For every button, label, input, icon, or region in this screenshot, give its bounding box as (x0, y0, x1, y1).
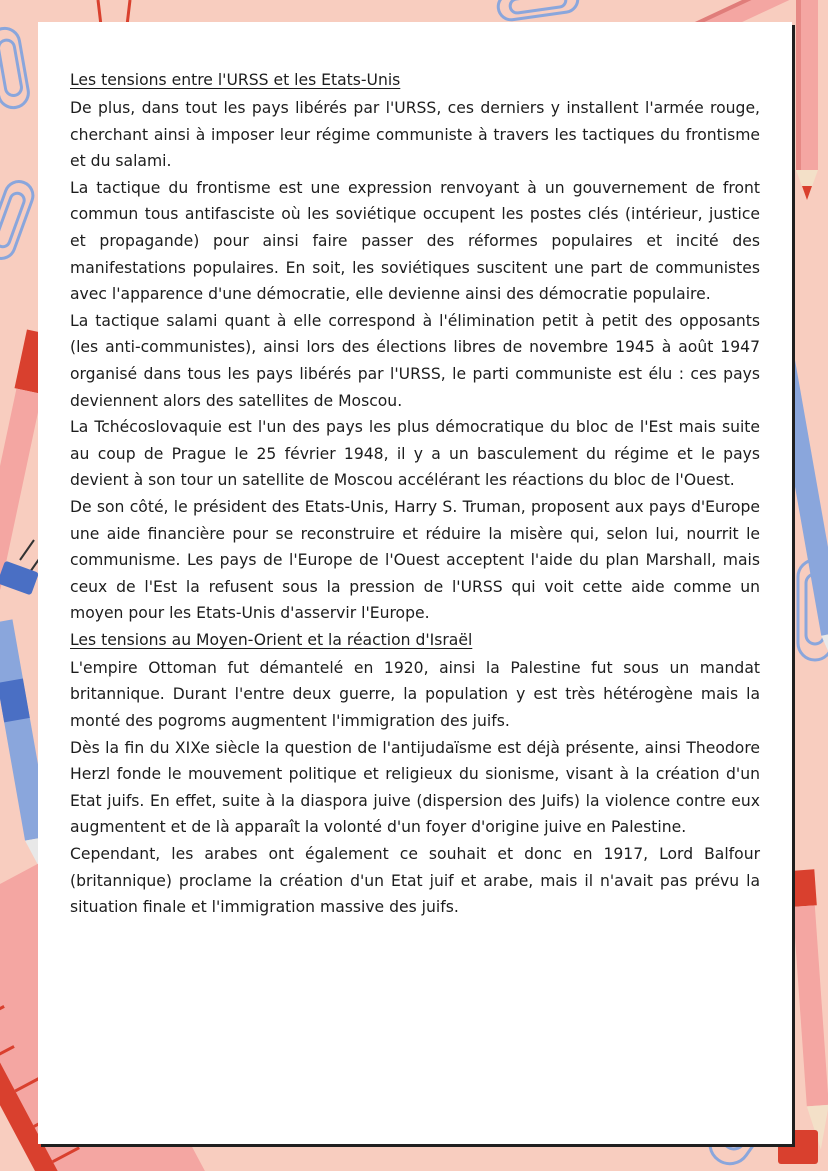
paragraph: L'empire Ottoman fut démantelé en 1920, ainsi la Palestine fut sous un mandat britannique. Durant l'entre deux guerre, la population y est très hétérogène mais la monté des pogroms augmentent l'immigration des juifs. (70, 658, 760, 731)
pencil-icon (796, 0, 818, 200)
paragraph: De plus, dans tout les pays libérés par l'URSS, ces derniers y installent l'armée rouge, cherchant ainsi à imposer leur régime communiste à travers les tactiques du frontisme et du salami. (70, 99, 760, 171)
paragraph: De son côté, le président des Etats-Unis, Harry S. Truman, proposent aux pays d'Europe une aide financière pour se reconstruire et réduire la misère qui, selon lui, nourrit le communisme. Les pays de l'Europe de l'Ouest acceptent l'aide du plan Marshall, mais ceux de l'Est la refusent sous la pression de l'URSS qui voit cette aide comme un moyen pour les Etats-Unis d'asservir l'Europe. (70, 497, 760, 623)
paperclip-icon (0, 178, 37, 263)
document-sheet (38, 22, 792, 1144)
paragraph: Dès la fin du XIXe siècle la question de l'antijudaïsme est déjà présente, ainsi Theodore Herzl fonde le mouvement politique et religieux du sionisme, visant à la création d'un Etat juifs. En effet, suite à la diaspora juive (dispersion des Juifs) la violence contre eux augmentent et de là apparaît la volonté d'un foyer d'origine juive en Palestine. (70, 738, 760, 837)
section-heading: Les tensions au Moyen-Orient et la réaction d'Israël (70, 630, 473, 649)
paragraph: Cependant, les arabes ont également ce souhait et donc en 1917, Lord Balfour (britannique) proclame la création d'un Etat juif et arabe, mais il n'avait pas prévu la situation finale et l'immigration massive des juifs. (70, 845, 760, 917)
document-body (70, 68, 760, 921)
paperclip-icon (0, 26, 31, 110)
paperclip-icon (497, 0, 580, 21)
section-heading: Les tensions entre l'URSS et les Etats-Unis (70, 71, 401, 89)
paragraph: La tactique salami quant à elle correspond à l'élimination petit à petit des opposants (les anti-communistes), ainsi lors des élections libres de novembre 1945 à août 1947 organisé dans tous les pays libérés par l'URSS, le parti communiste est élu : ces pays deviennent alors des satellites de Moscou. (70, 311, 760, 410)
paragraph: La tactique du frontisme est une expression renvoyant à un gouvernement de front commun tous antifasciste où les soviétique occupent les postes clés (intérieur, justice et propagande) pour ainsi faire passer des réformes populaires et incité des manifestations populaires. En soit, les soviétiques suscitent une part de communistes avec l'apparence d'une démocratie, elle devienne ainsi des démocratie populaire. (70, 178, 760, 304)
pencil-icon (788, 869, 828, 1150)
paragraph: La Tchécoslovaquie est l'un des pays les plus démocratique du bloc de l'Est mais suite au coup de Prague le 25 février 1948, il y a un basculement du régime et le pays devient à son tour un satellite de Moscou accélérant les réactions du bloc de l'Ouest. (70, 418, 760, 490)
